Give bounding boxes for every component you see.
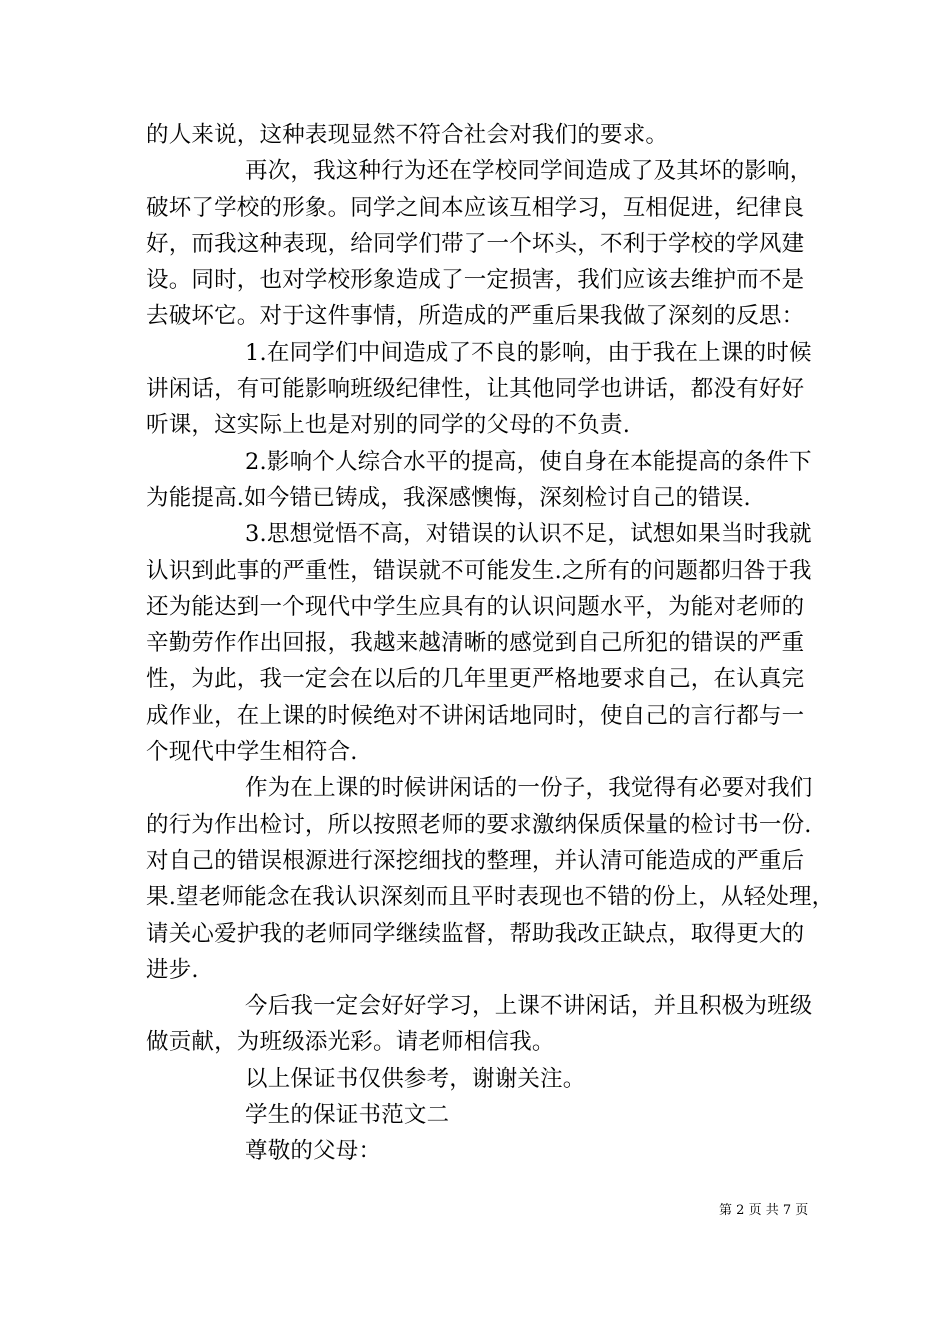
text-line: 今后我一定会好好学习，上课不讲闲话，并且积极为班级: [245, 993, 813, 1020]
text-line: 做贡献，为班级添光彩。请老师相信我。: [146, 1029, 555, 1056]
text-line: 设。同时，也对学校形象造成了一定损害，我们应该去维护而不是: [146, 267, 805, 294]
document-body: [146, 117, 835, 1170]
text-line: 去破坏它。对于这件事情，所造成的严重后果我做了深刻的反思：: [146, 303, 805, 330]
text-line: 认识到此事的严重性，错误就不可能发生.之所有的问题都归咎于我: [146, 557, 812, 584]
text-line: 为能提高.如今错已铸成，我深感懊悔，深刻检讨自己的错误.: [146, 484, 751, 511]
footer-suffix: 页: [795, 1203, 809, 1218]
text-line: 的人来说，这种表现显然不符合社会对我们的要求。: [146, 122, 669, 148]
text-line: 进步.: [146, 956, 199, 983]
footer-page-number: 2: [736, 1203, 745, 1218]
text-line: 还为能达到一个现代中学生应具有的认识问题水平，为能对老师的: [146, 593, 805, 620]
page-footer: [719, 1203, 808, 1219]
text-line: 作为在上课的时候讲闲话的一份子，我觉得有必要对我们: [245, 775, 813, 802]
text-line: 个现代中学生相符合.: [146, 739, 358, 766]
text-line: 果.望老师能念在我认识深刻而且平时表现也不错的份上，从轻处理，: [146, 884, 835, 911]
text-line: 2.影响个人综合水平的提高，使自身在本能提高的条件下: [245, 448, 812, 475]
text-line: 以上保证书仅供参考，谢谢关注。: [245, 1065, 586, 1092]
footer-prefix: 第: [719, 1203, 733, 1218]
text-line: 尊敬的父母：: [245, 1138, 382, 1165]
text-line: 听课，这实际上也是对别的同学的父母的不负责.: [146, 412, 631, 439]
text-line: 好，而我这种表现，给同学们带了一个坏头，不利于学校的学风建: [146, 230, 805, 257]
footer-middle: 页 共: [748, 1203, 779, 1218]
text-line: 1.在同学们中间造成了不良的影响，由于我在上课的时候: [245, 339, 812, 366]
text-line: 性，为此，我一定会在以后的几年里更严格地要求自己，在认真完: [146, 666, 805, 693]
text-line: 的行为作出检讨，所以按照老师的要求激纳保质保量的检讨书一份.: [146, 811, 812, 838]
text-line: 成作业，在上课的时候绝对不讲闲话地同时，使自己的言行都与一: [146, 702, 805, 729]
text-line: 破坏了学校的形象。同学之间本应该互相学习，互相促进，纪律良: [146, 194, 805, 221]
text-line: 请关心爱护我的老师同学继续监督，帮助我改正缺点，取得更大的: [146, 920, 805, 947]
text-line: 对自己的错误根源进行深挖细找的整理，并认清可能造成的严重后: [146, 847, 805, 874]
text-line: 学生的保证书范文二: [245, 1102, 450, 1129]
text-line: 讲闲话，有可能影响班级纪律性，让其他同学也讲话，都没有好好: [146, 376, 805, 403]
text-line: 3.思想觉悟不高，对错误的认识不足，试想如果当时我就: [245, 521, 812, 548]
footer-total-pages: 7: [782, 1203, 792, 1218]
text-line: 再次，我这种行为还在学校同学间造成了及其坏的影响，: [245, 158, 813, 185]
text-line: 辛勤劳作作出回报，我越来越清晰的感觉到自己所犯的错误的严重: [146, 630, 805, 657]
